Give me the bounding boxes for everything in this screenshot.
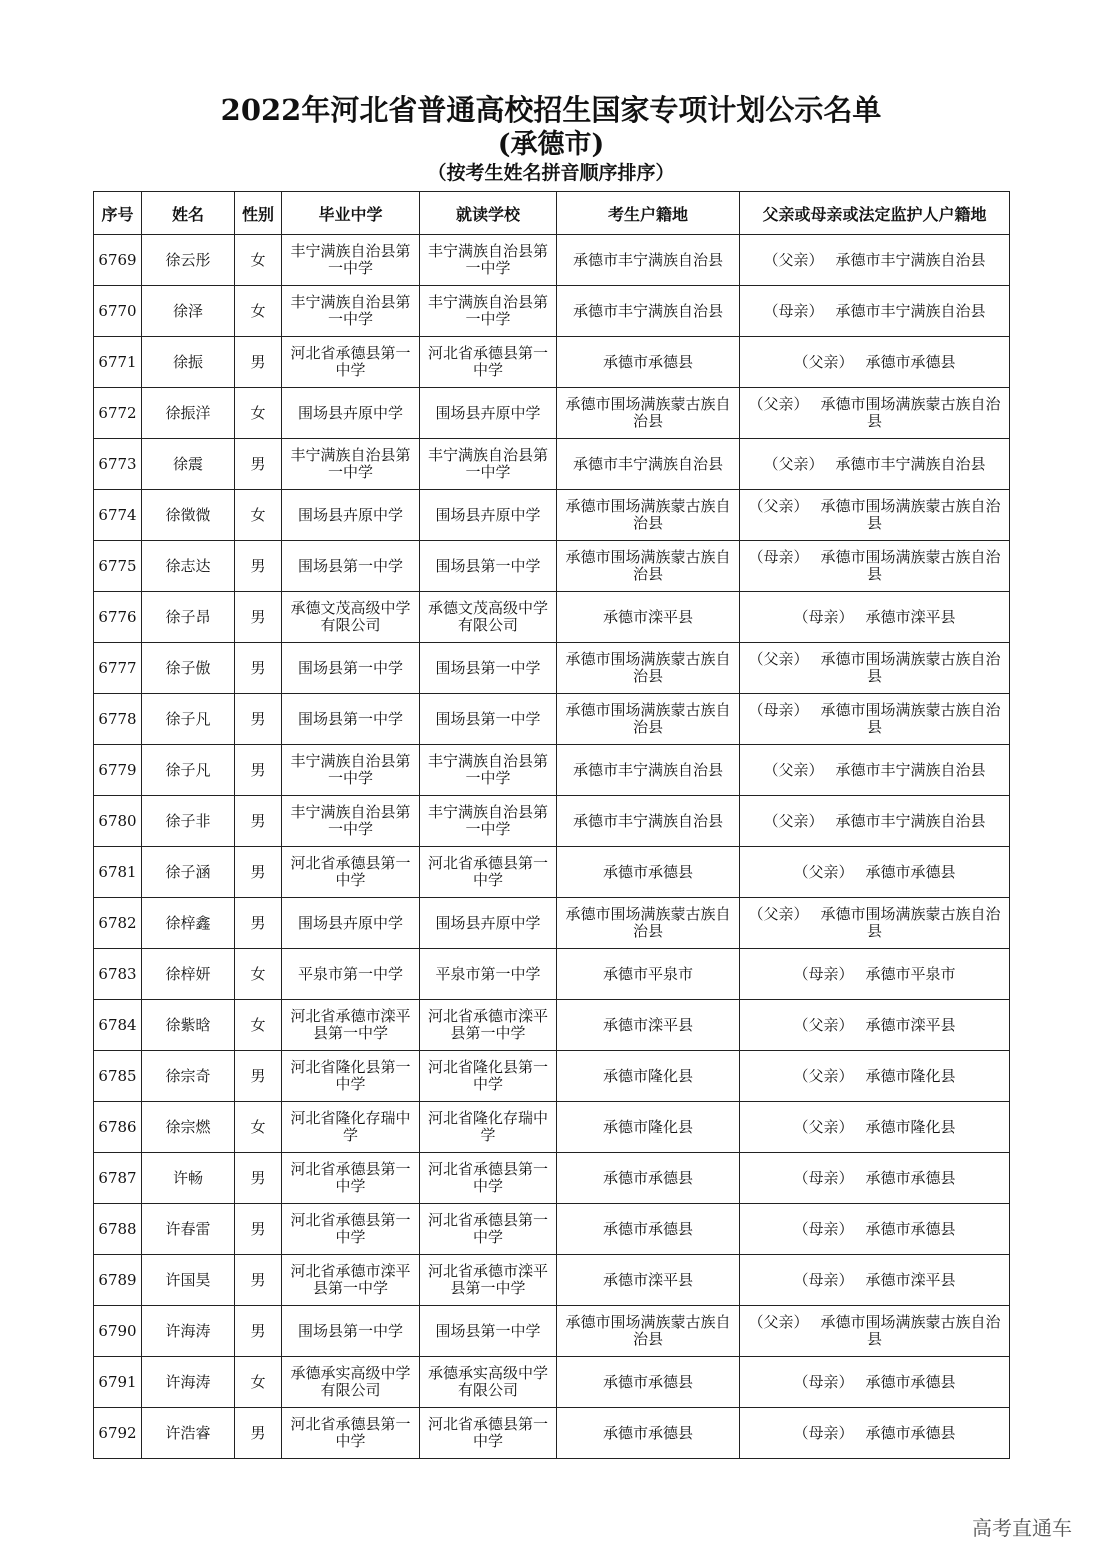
sort-note: （按考生姓名拼音顺序排序） <box>427 162 675 184</box>
guardian-relation: （母亲） <box>793 964 854 983</box>
cell-name: 徐徵微 <box>142 490 235 541</box>
guardian-relation: （父亲） <box>793 1066 854 1085</box>
header-row <box>94 192 1010 235</box>
table-row <box>94 1000 1010 1051</box>
cell-hukou: 承德市丰宁满族自治县 <box>557 796 740 847</box>
table-row <box>94 1255 1010 1306</box>
table-row <box>94 1408 1010 1459</box>
cell-grad-school: 河北省承德县第一中学 <box>282 1153 420 1204</box>
cell-seq: 6783 <box>94 949 142 1000</box>
guardian-relation: （父亲） <box>748 497 809 515</box>
header-name: 姓名 <box>142 192 235 235</box>
cell-current-school: 丰宁满族自治县第一中学 <box>420 439 557 490</box>
cell-gender: 女 <box>235 490 282 541</box>
table-row <box>94 1153 1010 1204</box>
cell-name: 徐子昂 <box>142 592 235 643</box>
cell-grad-school: 河北省隆化县第一中学 <box>282 1051 420 1102</box>
cell-guardian <box>740 1000 1010 1051</box>
cell-guardian <box>740 949 1010 1000</box>
cell-grad-school: 平泉市第一中学 <box>282 949 420 1000</box>
cell-name: 徐宗奇 <box>142 1051 235 1102</box>
cell-name: 许国昊 <box>142 1255 235 1306</box>
cell-hukou: 承德市隆化县 <box>557 1051 740 1102</box>
cell-hukou: 承德市围场满族蒙古族自治县 <box>557 1306 740 1357</box>
cell-gender: 男 <box>235 898 282 949</box>
cell-gender: 女 <box>235 388 282 439</box>
cell-current-school: 围场县卉原中学 <box>420 490 557 541</box>
cell-current-school: 丰宁满族自治县第一中学 <box>420 796 557 847</box>
cell-seq: 6780 <box>94 796 142 847</box>
cell-current-school: 围场县卉原中学 <box>420 388 557 439</box>
table-row <box>94 337 1010 388</box>
cell-name: 徐震 <box>142 439 235 490</box>
cell-grad-school: 围场县第一中学 <box>282 643 420 694</box>
guardian-relation: （父亲） <box>748 905 809 923</box>
cell-name: 许畅 <box>142 1153 235 1204</box>
cell-hukou: 承德市平泉市 <box>557 949 740 1000</box>
cell-name: 许海涛 <box>142 1306 235 1357</box>
cell-grad-school: 围场县卉原中学 <box>282 490 420 541</box>
cell-guardian <box>740 1204 1010 1255</box>
cell-hukou: 承德市围场满族蒙古族自治县 <box>557 490 740 541</box>
cell-hukou: 承德市承德县 <box>557 1357 740 1408</box>
cell-gender: 女 <box>235 235 282 286</box>
cell-grad-school: 河北省承德县第一中学 <box>282 1204 420 1255</box>
cell-hukou: 承德市围场满族蒙古族自治县 <box>557 643 740 694</box>
guardian-relation: （父亲） <box>748 395 809 413</box>
cell-name: 徐子涵 <box>142 847 235 898</box>
cell-gender: 男 <box>235 1306 282 1357</box>
cell-name: 徐振洋 <box>142 388 235 439</box>
table-row <box>94 286 1010 337</box>
cell-current-school: 河北省承德县第一中学 <box>420 337 557 388</box>
cell-hukou: 承德市围场满族蒙古族自治县 <box>557 388 740 439</box>
header-seq: 序号 <box>94 192 142 235</box>
cell-hukou: 承德市丰宁满族自治县 <box>557 745 740 796</box>
cell-gender: 男 <box>235 337 282 388</box>
cell-seq: 6777 <box>94 643 142 694</box>
table-row <box>94 745 1010 796</box>
guardian-relation: （母亲） <box>748 548 809 566</box>
table-row <box>94 1102 1010 1153</box>
guardian-relation: （母亲） <box>793 1219 854 1238</box>
cell-guardian <box>740 1153 1010 1204</box>
guardian-hukou: 承德市承德县 <box>865 1219 956 1238</box>
cell-seq: 6787 <box>94 1153 142 1204</box>
cell-grad-school: 围场县卉原中学 <box>282 388 420 439</box>
cell-gender: 男 <box>235 694 282 745</box>
cell-grad-school: 河北省隆化存瑞中学 <box>282 1102 420 1153</box>
cell-guardian <box>740 388 1010 439</box>
cell-gender: 女 <box>235 286 282 337</box>
guardian-relation: （父亲） <box>793 352 854 371</box>
cell-current-school: 丰宁满族自治县第一中学 <box>420 286 557 337</box>
cell-hukou: 承德市承德县 <box>557 1408 740 1459</box>
cell-guardian <box>740 286 1010 337</box>
header-grad-school: 毕业中学 <box>282 192 420 235</box>
cell-guardian <box>740 796 1010 847</box>
cell-current-school: 围场县第一中学 <box>420 1306 557 1357</box>
table-row <box>94 1051 1010 1102</box>
cell-current-school: 围场县第一中学 <box>420 541 557 592</box>
cell-name: 徐宗燃 <box>142 1102 235 1153</box>
cell-guardian <box>740 1102 1010 1153</box>
guardian-relation: （父亲） <box>793 1015 854 1034</box>
cell-grad-school: 承德文茂高级中学有限公司 <box>282 592 420 643</box>
guardian-hukou: 承德市平泉市 <box>865 964 956 983</box>
cell-guardian <box>740 898 1010 949</box>
cell-name: 徐子凡 <box>142 694 235 745</box>
table-row <box>94 847 1010 898</box>
document-subtitle: (承德市) <box>497 129 605 160</box>
table-row <box>94 541 1010 592</box>
guardian-hukou: 承德市丰宁满族自治县 <box>835 760 986 779</box>
roster-body <box>94 235 1010 1459</box>
table-row <box>94 1204 1010 1255</box>
cell-current-school: 河北省承德县第一中学 <box>420 1204 557 1255</box>
cell-name: 许海涛 <box>142 1357 235 1408</box>
document-title: 2022年河北省普通高校招生国家专项计划公示名单 <box>220 93 882 127</box>
cell-grad-school: 丰宁满族自治县第一中学 <box>282 235 420 286</box>
cell-name: 徐志达 <box>142 541 235 592</box>
roster-table <box>93 191 1010 1459</box>
cell-current-school: 河北省隆化存瑞中学 <box>420 1102 557 1153</box>
guardian-hukou: 承德市围场满族蒙古族自治县 <box>820 548 1001 583</box>
watermark: 高考直通车 <box>972 1516 1072 1540</box>
cell-guardian <box>740 694 1010 745</box>
cell-grad-school: 丰宁满族自治县第一中学 <box>282 796 420 847</box>
cell-gender: 男 <box>235 439 282 490</box>
guardian-hukou: 承德市隆化县 <box>865 1117 956 1136</box>
guardian-hukou: 承德市丰宁满族自治县 <box>835 811 986 830</box>
cell-grad-school: 河北省承德县第一中学 <box>282 847 420 898</box>
header-current-school: 就读学校 <box>420 192 557 235</box>
cell-guardian <box>740 643 1010 694</box>
cell-seq: 6776 <box>94 592 142 643</box>
table-row <box>94 1357 1010 1408</box>
cell-gender: 男 <box>235 796 282 847</box>
cell-grad-school: 丰宁满族自治县第一中学 <box>282 286 420 337</box>
guardian-relation: （父亲） <box>763 454 824 473</box>
cell-seq: 6770 <box>94 286 142 337</box>
cell-guardian <box>740 847 1010 898</box>
guardian-hukou: 承德市围场满族蒙古族自治县 <box>820 497 1001 532</box>
cell-name: 徐子凡 <box>142 745 235 796</box>
guardian-hukou: 承德市丰宁满族自治县 <box>835 250 986 269</box>
guardian-relation: （母亲） <box>748 701 809 719</box>
cell-current-school: 围场县卉原中学 <box>420 898 557 949</box>
table-row <box>94 388 1010 439</box>
guardian-relation: （父亲） <box>748 650 809 668</box>
guardian-relation: （母亲） <box>793 1372 854 1391</box>
guardian-relation: （母亲） <box>793 1168 854 1187</box>
cell-current-school: 河北省承德县第一中学 <box>420 1153 557 1204</box>
table-row <box>94 643 1010 694</box>
cell-hukou: 承德市滦平县 <box>557 1255 740 1306</box>
cell-grad-school: 承德承实高级中学有限公司 <box>282 1357 420 1408</box>
cell-hukou: 承德市围场满族蒙古族自治县 <box>557 694 740 745</box>
cell-name: 徐紫晗 <box>142 1000 235 1051</box>
guardian-relation: （母亲） <box>763 301 824 320</box>
cell-seq: 6778 <box>94 694 142 745</box>
cell-guardian <box>740 490 1010 541</box>
cell-gender: 男 <box>235 592 282 643</box>
cell-seq: 6771 <box>94 337 142 388</box>
cell-gender: 女 <box>235 949 282 1000</box>
cell-seq: 6782 <box>94 898 142 949</box>
table-row <box>94 949 1010 1000</box>
cell-current-school: 河北省隆化县第一中学 <box>420 1051 557 1102</box>
cell-grad-school: 河北省承德县第一中学 <box>282 337 420 388</box>
cell-grad-school: 丰宁满族自治县第一中学 <box>282 745 420 796</box>
cell-grad-school: 围场县第一中学 <box>282 1306 420 1357</box>
cell-current-school: 承德文茂高级中学有限公司 <box>420 592 557 643</box>
guardian-hukou: 承德市滦平县 <box>865 1015 956 1034</box>
cell-name: 徐子傲 <box>142 643 235 694</box>
cell-seq: 6788 <box>94 1204 142 1255</box>
cell-seq: 6769 <box>94 235 142 286</box>
cell-seq: 6784 <box>94 1000 142 1051</box>
guardian-hukou: 承德市滦平县 <box>865 607 956 626</box>
cell-gender: 男 <box>235 1051 282 1102</box>
cell-name: 许浩睿 <box>142 1408 235 1459</box>
cell-name: 徐振 <box>142 337 235 388</box>
cell-name: 徐云彤 <box>142 235 235 286</box>
cell-current-school: 平泉市第一中学 <box>420 949 557 1000</box>
cell-guardian <box>740 1357 1010 1408</box>
guardian-relation: （父亲） <box>763 811 824 830</box>
cell-seq: 6773 <box>94 439 142 490</box>
cell-gender: 男 <box>235 643 282 694</box>
table-row <box>94 439 1010 490</box>
guardian-hukou: 承德市围场满族蒙古族自治县 <box>820 905 1001 940</box>
guardian-hukou: 承德市承德县 <box>865 352 956 371</box>
cell-hukou: 承德市承德县 <box>557 1204 740 1255</box>
cell-seq: 6779 <box>94 745 142 796</box>
cell-current-school: 河北省承德市滦平县第一中学 <box>420 1000 557 1051</box>
table-row <box>94 235 1010 286</box>
cell-grad-school: 围场县卉原中学 <box>282 898 420 949</box>
cell-current-school: 丰宁满族自治县第一中学 <box>420 745 557 796</box>
header-gender: 性别 <box>235 192 282 235</box>
guardian-relation: （父亲） <box>793 1117 854 1136</box>
cell-gender: 男 <box>235 1408 282 1459</box>
cell-seq: 6789 <box>94 1255 142 1306</box>
cell-gender: 男 <box>235 1153 282 1204</box>
cell-guardian <box>740 439 1010 490</box>
guardian-relation: （母亲） <box>793 607 854 626</box>
cell-gender: 男 <box>235 847 282 898</box>
guardian-hukou: 承德市丰宁满族自治县 <box>835 301 986 320</box>
guardian-hukou: 承德市围场满族蒙古族自治县 <box>820 1313 1001 1348</box>
cell-hukou: 承德市滦平县 <box>557 592 740 643</box>
cell-guardian <box>740 235 1010 286</box>
cell-hukou: 承德市丰宁满族自治县 <box>557 286 740 337</box>
table-row <box>94 592 1010 643</box>
cell-grad-school: 河北省承德市滦平县第一中学 <box>282 1000 420 1051</box>
guardian-relation: （母亲） <box>793 1270 854 1289</box>
guardian-relation: （父亲） <box>793 862 854 881</box>
guardian-hukou: 承德市滦平县 <box>865 1270 956 1289</box>
cell-name: 徐子非 <box>142 796 235 847</box>
cell-grad-school: 围场县第一中学 <box>282 541 420 592</box>
cell-current-school: 承德承实高级中学有限公司 <box>420 1357 557 1408</box>
cell-seq: 6791 <box>94 1357 142 1408</box>
cell-hukou: 承德市承德县 <box>557 1153 740 1204</box>
cell-guardian <box>740 592 1010 643</box>
cell-seq: 6792 <box>94 1408 142 1459</box>
cell-current-school: 围场县第一中学 <box>420 694 557 745</box>
header-guardian-hukou: 父亲或母亲或法定监护人户籍地 <box>740 192 1010 235</box>
cell-guardian <box>740 745 1010 796</box>
guardian-hukou: 承德市隆化县 <box>865 1066 956 1085</box>
cell-gender: 男 <box>235 1255 282 1306</box>
guardian-hukou: 承德市承德县 <box>865 1372 956 1391</box>
cell-gender: 男 <box>235 1204 282 1255</box>
guardian-hukou: 承德市丰宁满族自治县 <box>835 454 986 473</box>
guardian-hukou: 承德市承德县 <box>865 862 956 881</box>
cell-current-school: 河北省承德市滦平县第一中学 <box>420 1255 557 1306</box>
table-row <box>94 694 1010 745</box>
cell-seq: 6785 <box>94 1051 142 1102</box>
guardian-relation: （父亲） <box>748 1313 809 1331</box>
cell-name: 徐梓鑫 <box>142 898 235 949</box>
guardian-hukou: 承德市围场满族蒙古族自治县 <box>820 701 1001 736</box>
cell-current-school: 丰宁满族自治县第一中学 <box>420 235 557 286</box>
cell-guardian <box>740 1306 1010 1357</box>
cell-seq: 6772 <box>94 388 142 439</box>
cell-guardian <box>740 1408 1010 1459</box>
guardian-hukou: 承德市承德县 <box>865 1168 956 1187</box>
guardian-hukou: 承德市围场满族蒙古族自治县 <box>820 395 1001 430</box>
cell-seq: 6790 <box>94 1306 142 1357</box>
cell-guardian <box>740 337 1010 388</box>
cell-hukou: 承德市承德县 <box>557 337 740 388</box>
guardian-hukou: 承德市承德县 <box>865 1423 956 1442</box>
cell-seq: 6786 <box>94 1102 142 1153</box>
cell-guardian <box>740 1051 1010 1102</box>
cell-current-school: 围场县第一中学 <box>420 643 557 694</box>
cell-hukou: 承德市围场满族蒙古族自治县 <box>557 541 740 592</box>
cell-name: 徐梓妍 <box>142 949 235 1000</box>
cell-grad-school: 河北省承德市滦平县第一中学 <box>282 1255 420 1306</box>
cell-seq: 6775 <box>94 541 142 592</box>
cell-gender: 女 <box>235 1000 282 1051</box>
cell-name: 许春雷 <box>142 1204 235 1255</box>
cell-guardian <box>740 1255 1010 1306</box>
cell-guardian <box>740 541 1010 592</box>
cell-gender: 女 <box>235 1357 282 1408</box>
cell-hukou: 承德市丰宁满族自治县 <box>557 439 740 490</box>
cell-current-school: 河北省承德县第一中学 <box>420 847 557 898</box>
cell-hukou: 承德市承德县 <box>557 847 740 898</box>
table-row <box>94 490 1010 541</box>
cell-grad-school: 河北省承德县第一中学 <box>282 1408 420 1459</box>
cell-hukou: 承德市滦平县 <box>557 1000 740 1051</box>
cell-seq: 6774 <box>94 490 142 541</box>
cell-hukou: 承德市丰宁满族自治县 <box>557 235 740 286</box>
header-hukou: 考生户籍地 <box>557 192 740 235</box>
table-row <box>94 796 1010 847</box>
cell-gender: 男 <box>235 541 282 592</box>
guardian-relation: （父亲） <box>763 760 824 779</box>
cell-seq: 6781 <box>94 847 142 898</box>
guardian-hukou: 承德市围场满族蒙古族自治县 <box>820 650 1001 685</box>
table-row <box>94 898 1010 949</box>
cell-name: 徐泽 <box>142 286 235 337</box>
cell-hukou: 承德市隆化县 <box>557 1102 740 1153</box>
guardian-relation: （父亲） <box>763 250 824 269</box>
cell-gender: 女 <box>235 1102 282 1153</box>
cell-gender: 男 <box>235 745 282 796</box>
cell-grad-school: 围场县第一中学 <box>282 694 420 745</box>
cell-hukou: 承德市围场满族蒙古族自治县 <box>557 898 740 949</box>
guardian-relation: （母亲） <box>793 1423 854 1442</box>
table-row <box>94 1306 1010 1357</box>
cell-grad-school: 丰宁满族自治县第一中学 <box>282 439 420 490</box>
cell-current-school: 河北省承德县第一中学 <box>420 1408 557 1459</box>
